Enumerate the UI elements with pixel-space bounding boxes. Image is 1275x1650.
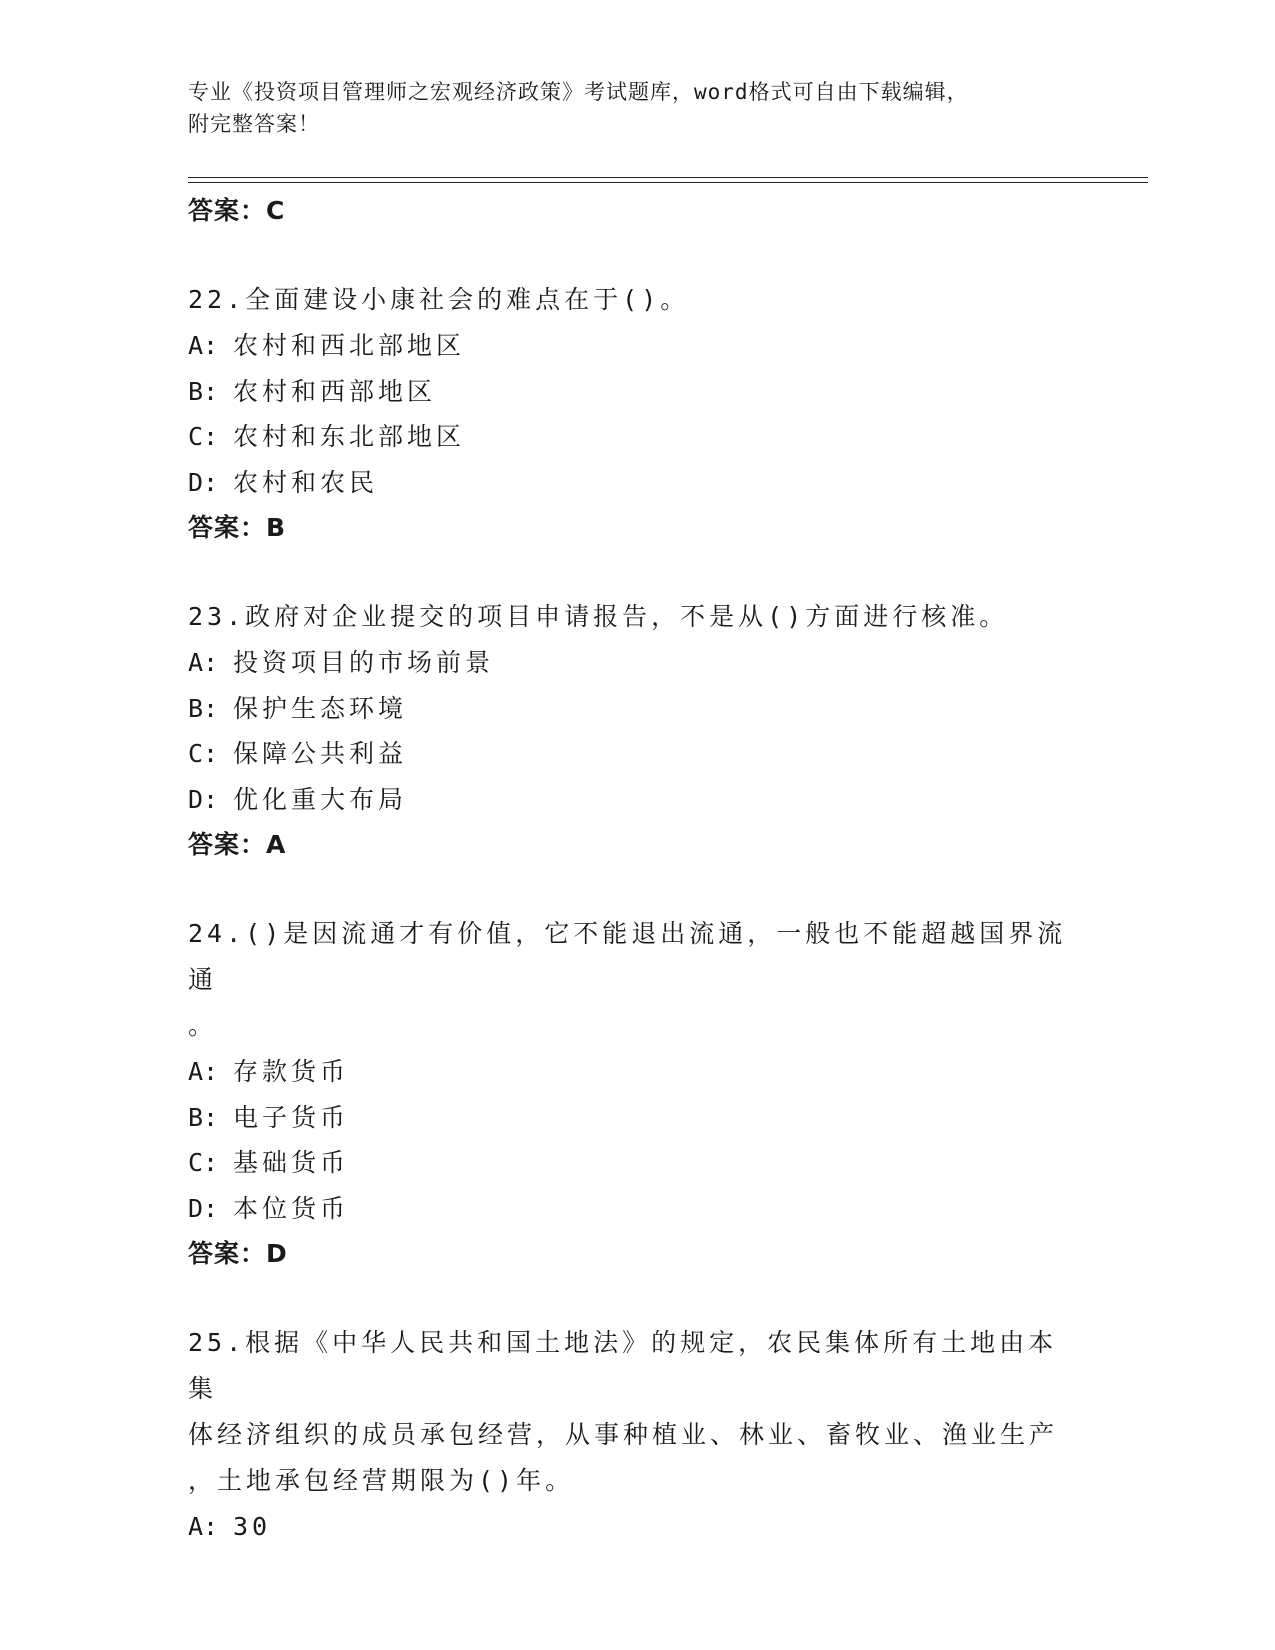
option-text: 保护生态环境 (233, 693, 408, 723)
option-text: 农村和农民 (233, 467, 379, 497)
question-text-line-3: ，土地承包经营期限为()年。 (188, 1466, 575, 1495)
header-rule-bottom (188, 182, 1148, 183)
option-c (188, 414, 1068, 460)
option-d (188, 777, 1068, 823)
question-24 (188, 911, 1068, 1277)
option-letter: C: (188, 1148, 219, 1177)
option-text: 30 (233, 1512, 272, 1541)
option-a (188, 1504, 1068, 1550)
question-text: 23.政府对企业提交的项目申请报告，不是从()方面进行核准。 (188, 602, 1009, 631)
option-text: 优化重大布局 (233, 784, 408, 814)
question-23 (188, 594, 1068, 868)
option-letter: A: (188, 1057, 219, 1086)
option-a (188, 1049, 1068, 1095)
option-letter: B: (188, 693, 219, 723)
option-b (188, 369, 1068, 415)
option-letter: D: (188, 467, 219, 497)
question-text-line-1: 24.()是因流通才有价值，它不能退出流通，一般也不能超越国界流通 (188, 919, 1067, 994)
option-letter: C: (188, 422, 219, 451)
option-text: 基础货币 (233, 1148, 350, 1177)
answer-22: 答案：B (188, 513, 287, 542)
question-list (188, 188, 1068, 1550)
question-25 (188, 1320, 1068, 1550)
answer-24: 答案：D (188, 1239, 288, 1268)
option-text: 电子货币 (233, 1102, 350, 1132)
question-text-line-2: 体经济组织的成员承包经营，从事种植业、林业、畜牧业、渔业生产 (188, 1420, 1059, 1449)
option-b (188, 1095, 1068, 1141)
header-line-2: 附完整答案！ (188, 112, 320, 136)
option-text: 存款货币 (233, 1057, 350, 1086)
question-text-line-2: 。 (188, 1011, 218, 1040)
header-rule-top (188, 177, 1148, 178)
option-text: 投资项目的市场前景 (233, 648, 495, 677)
option-text: 本位货币 (233, 1193, 350, 1223)
header-line-1: 专业《投资项目管理师之宏观经济政策》考试题库，word格式可自由下载编辑， (188, 80, 969, 104)
option-letter: B: (188, 376, 219, 406)
option-letter: C: (188, 739, 219, 768)
question-22 (188, 277, 1068, 551)
option-text: 农村和西北部地区 (233, 331, 466, 360)
option-letter: D: (188, 1193, 219, 1223)
option-letter: B: (188, 1102, 219, 1132)
question-text: 22.全面建设小康社会的难点在于()。 (188, 285, 690, 314)
question-text-line-1: 25.根据《中华人民共和国土地法》的规定，农民集体所有土地由本集 (188, 1328, 1058, 1403)
option-letter: A: (188, 648, 219, 677)
option-b (188, 686, 1068, 732)
option-text: 保障公共利益 (233, 739, 408, 768)
answer-23: 答案：A (188, 830, 287, 859)
option-a (188, 323, 1068, 369)
answer-21: 答案：C (188, 196, 286, 225)
option-text: 农村和东北部地区 (233, 422, 466, 451)
option-letter: A: (188, 331, 219, 360)
option-letter: D: (188, 784, 219, 814)
document-header (188, 76, 1068, 140)
option-a (188, 640, 1068, 686)
option-c (188, 731, 1068, 777)
option-text: 农村和西部地区 (233, 376, 437, 406)
option-d (188, 1186, 1068, 1232)
option-c (188, 1140, 1068, 1186)
option-letter: A: (188, 1512, 219, 1541)
option-d (188, 460, 1068, 506)
